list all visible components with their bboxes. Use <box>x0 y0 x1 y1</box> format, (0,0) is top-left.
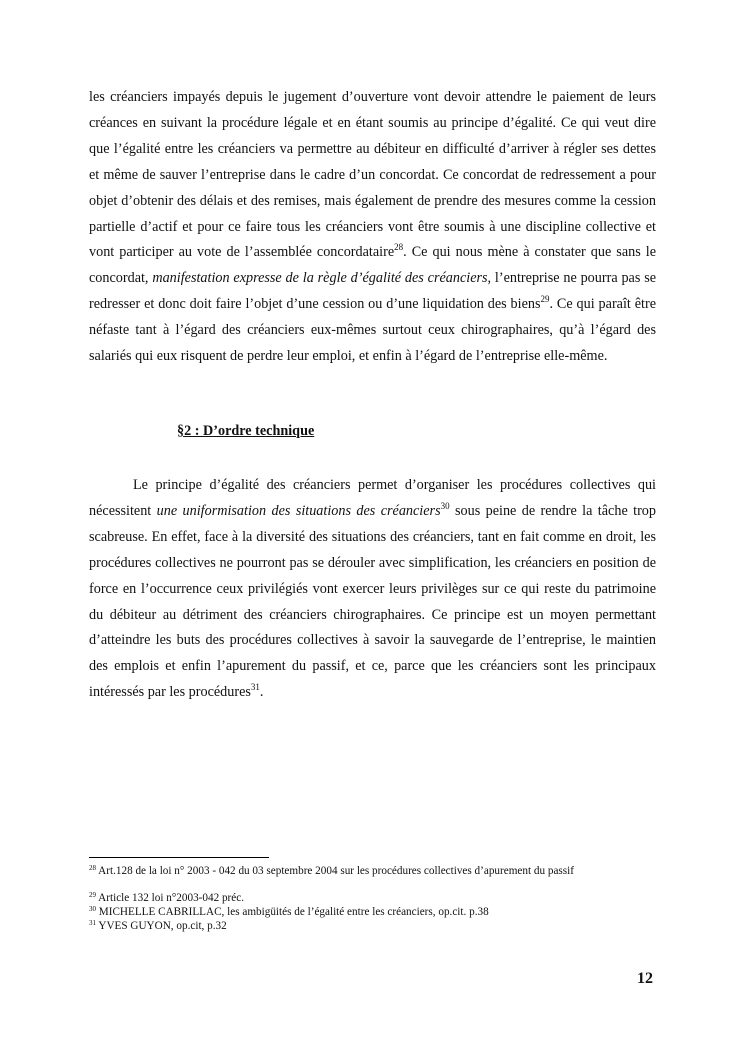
italic-phrase: une uniformisation des situations des créanciers <box>156 502 441 519</box>
footnote-30: $^{30}$ MICHELLE CABRILLAC, les ambigüités de l’égalité entre les créanciers, op.cit. p.38 <box>89 905 489 918</box>
footnote-ref-29: 29 <box>540 294 550 305</box>
body-paragraph-2: Le principe d’égalité des créanciers permet d’organiser les procédures collectives qui nécessitent une uniformisation des situations des créanciers$^{30}$ sous peine de rendre la tâche trop scabreuse. En effet, face à la diversité des situations des créanciers, tant en fait comme en droit, les procédures collectives ne pourront pas se dérouler avec simplification, les créanciers en position de force en l’occurrence ceux privilégiés vont exercer leurs privilèges sur ce qui reste du patrimoine du débiteur au détriment des créanciers chirographaires. Ce principe est un moyen permettant d’atteindre les buts des procédures collectives à savoir la sauvegarde de l’entreprise, le maintien des emplois et enfin l’apurement du passif, et ce, parce que les créanciers sont les principaux intéressés par les procédures$^{31}$. <box>89 477 656 701</box>
footnote-31: $^{31}$ YVES GUYON, op.cit, p.32 <box>89 919 227 932</box>
footnote-ref-30: 30 <box>440 500 450 511</box>
footnote-separator <box>89 857 269 858</box>
page-number: 12 <box>637 970 653 987</box>
footnote-ref-28: 28 <box>394 242 404 253</box>
footnote-29: $^{29}$ Article 132 loi n°2003-042 préc. <box>89 891 245 904</box>
italic-quote: manifestation expresse de la règle d’égalité des créanciers <box>152 270 488 287</box>
body-paragraph-1: les créanciers impayés depuis le jugement d’ouverture vont devoir attendre le paiement de leurs créances en suivant la procédure légale et en étant soumis au principe d’égalité. Ce qui veut dire que l’égalité entre les créanciers va permettre au débiteur en difficulté d’arriver à régler ses dettes et même de sauver l’entreprise dans le cadre d’un concordat. Ce concordat de redressement a pour objet d’obtenir des délais et des remises, mais également de prendre des mesures comme la cession partielle d’actif et pour ce faire tous les créanciers vont être soumis à une discipline collective et vont participer au vote de l’assemblée concordataire$^{28}$. Ce qui nous mène à constater que sans le concordat, manifestation expresse de la règle d’égalité des créanciers, l’entreprise ne pourra pas se redresser et donc doit faire l’objet d’une cession ou d’une liquidation des biens$^{29}$. Ce qui paraît être néfaste tant à l’égard des créanciers eux-mêmes surtout ceux chirographaires, qu’à l’égard des salariés qui eux risquent de perdre leur emploi, et enfin à l’égard de l’entreprise elle-même. <box>89 89 657 365</box>
section-heading: §2 : D’ordre technique <box>177 423 315 439</box>
footnote-28: $^{28}$ Art.128 de la loi n° 2003 - 042 du 03 septembre 2004 sur les procédures collectives d’apurement du passif <box>89 864 574 877</box>
footnote-ref-31: 31 <box>250 682 260 693</box>
